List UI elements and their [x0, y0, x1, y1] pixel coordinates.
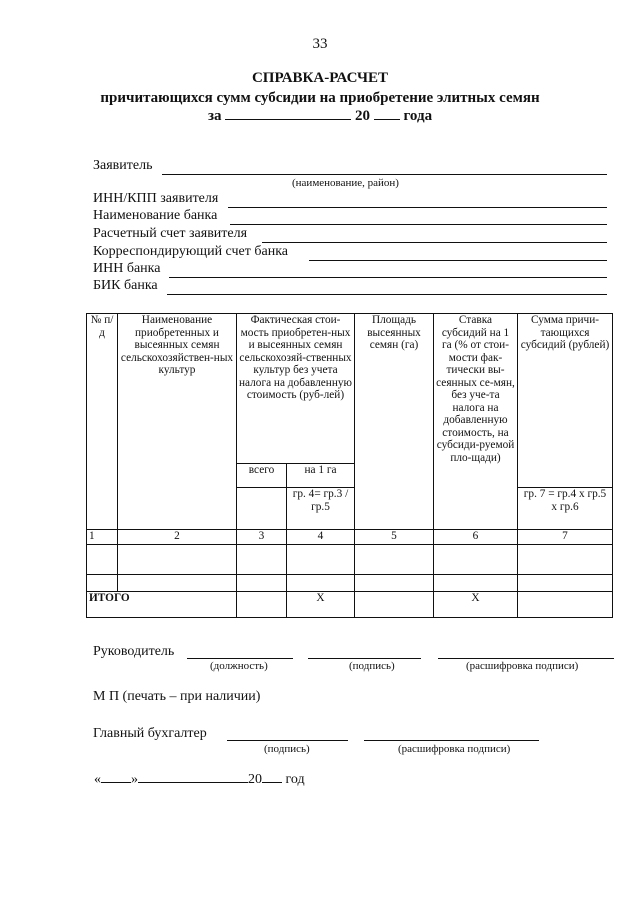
column-number: 3 — [237, 530, 287, 545]
total-label: ИТОГО — [87, 592, 237, 618]
accountant-decoding-field[interactable] — [364, 740, 539, 741]
formula-gr4: гр. 4= гр.3 / гр.5 — [287, 488, 355, 530]
bik-field[interactable] — [167, 294, 607, 295]
accountant-decoding-hint: (расшифровка подписи) — [398, 743, 511, 755]
column-number: 5 — [355, 530, 434, 545]
col-sum-header: Сумма причи-тающихся субсидий (рублей) — [518, 314, 613, 488]
head-signature-hint: (подпись) — [349, 660, 395, 672]
table-row[interactable] — [87, 545, 613, 575]
inn-kpp-field[interactable] — [228, 207, 607, 208]
head-decoding-hint: (расшифровка подписи) — [466, 660, 579, 672]
accountant-label: Главный бухгалтер — [93, 726, 207, 741]
date-open-quote: « — [94, 772, 101, 787]
column-number: 1 — [87, 530, 118, 545]
column-number: 7 — [518, 530, 613, 545]
corr-account-label: Корреспондирующий счет банка — [93, 244, 288, 259]
date-month-field[interactable] — [138, 782, 248, 783]
col-rate-header: Ставка субсидий на 1 га (% от стои-мости фак-тически вы-сеянных се-мян, без уче-та налога на добавленную стоимость, на субсиди-руемой пло-щади) — [434, 314, 518, 530]
accountant-signature-field[interactable] — [227, 740, 348, 741]
col-total-subheader: всего — [237, 464, 287, 488]
date-close-quote: » — [131, 772, 138, 787]
year-blank[interactable] — [374, 119, 400, 120]
date-day-field[interactable] — [101, 782, 131, 783]
column-number: 2 — [118, 530, 237, 545]
bank-inn-field[interactable] — [169, 277, 607, 278]
applicant-field[interactable] — [162, 174, 607, 175]
head-decoding-field[interactable] — [438, 658, 614, 659]
date-year: 20 — [248, 772, 262, 787]
column-number: 4 — [287, 530, 355, 545]
inn-kpp-label: ИНН/КПП заявителя — [93, 191, 219, 206]
bank-inn-label: ИНН банка — [93, 261, 161, 276]
head-label: Руководитель — [93, 644, 175, 659]
date-line — [94, 772, 305, 788]
period-year: 20 — [354, 108, 370, 124]
accountant-signature-hint: (подпись) — [264, 743, 310, 755]
col-area-header: Площадь высеянных семян (га) — [355, 314, 434, 530]
period-line — [0, 108, 640, 125]
bik-label: БИК банка — [93, 278, 158, 293]
bank-name-field[interactable] — [230, 224, 607, 225]
bank-name-label: Наименование банка — [93, 208, 218, 223]
total-row — [87, 592, 613, 618]
head-position-hint: (должность) — [210, 660, 268, 672]
date-suffix: год — [285, 772, 305, 787]
account-label: Расчетный счет заявителя — [93, 226, 248, 241]
col-crop-header: Наименование приобретенных и высеянных семян сельскохозяйствен-ных культур — [118, 314, 237, 530]
table-row[interactable] — [87, 575, 613, 592]
applicant-label: Заявитель — [93, 158, 153, 173]
account-field[interactable] — [262, 242, 607, 243]
head-position-field[interactable] — [187, 658, 293, 659]
col-number-header: № п/д — [87, 314, 118, 530]
document-title: СПРАВКА-РАСЧЕТ — [251, 70, 389, 86]
applicant-hint: (наименование, район) — [292, 177, 399, 189]
subsidy-table — [86, 313, 613, 618]
total-col4: Х — [287, 592, 355, 618]
document-subtitle: причитающихся сумм субсидии на приобретение элитных семян — [100, 90, 540, 106]
total-col6: Х — [434, 592, 518, 618]
head-signature-field[interactable] — [308, 658, 421, 659]
column-number: 6 — [434, 530, 518, 545]
seal-label: М П (печать – при наличии) — [93, 689, 261, 704]
period-blank[interactable] — [225, 119, 351, 120]
col-cost-header: Фактическая стои-мость приобретен-ных и высеянных семян сельскохозяй-ственных культур без учета налога на добавленную стоимость (руб-лей) — [237, 314, 355, 464]
formula-gr7: гр. 7 = гр.4 х гр.5 х гр.6 — [518, 488, 613, 530]
period-suffix: года — [403, 108, 433, 124]
period-prefix: за — [207, 108, 222, 124]
corr-account-field[interactable] — [309, 260, 607, 261]
col-per-ha-subheader: на 1 га — [287, 464, 355, 488]
date-year-field[interactable] — [262, 782, 282, 783]
page-number: 33 — [312, 36, 328, 52]
